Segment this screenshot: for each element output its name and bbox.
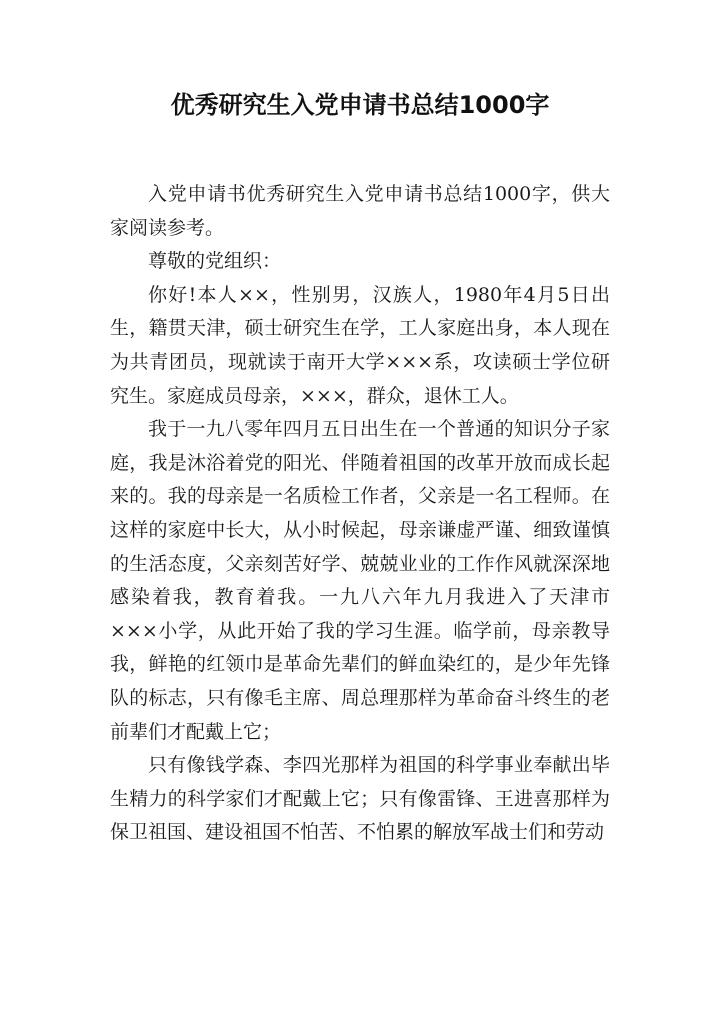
paragraph-salutation: 尊敬的党组织：	[148, 250, 282, 273]
paragraph-personal-info: 你好!本人××，性别男，汉族人，1980年4月5日出生，籍贯天津，硕士研究生在学，工人家庭出身，本人现在为共青团员，现就读于南开大学×××系，攻读硕士学位研究生。家庭成员母亲，×××，群众，退休工人。	[110, 283, 610, 407]
paragraph-role-models: 只有像钱学森、李四光那样为祖国的科学事业奉献出毕生精力的科学家们才配戴上它；只有像雷锋、王进喜那样为保卫祖国、建设祖国不怕苦、不怕累的解放军战士们和劳动	[110, 754, 610, 844]
paragraph-upbringing: 我于一九八零年四月五日出生在一个普通的知识分子家庭，我是沐浴着党的阳光、伴随着祖国的改革开放而成长起来的。我的母亲是一名质检工作者，父亲是一名工程师。在这样的家庭中长大，从小时候起，母亲谦虚严谨、细致谨慎的生活态度，父亲刻苦好学、兢兢业业的工作作风就深深地感染着我，教育着我。一九八六年九月我进入了天津市×××小学，从此开始了我的学习生涯。临学前，母亲教导我，鲜艳的红领巾是革命先辈们的鲜血染红的，是少年先锋队的标志，只有像毛主席、周总理那样为革命奋斗终生的老前辈们才配戴上它；	[110, 418, 610, 743]
paragraph-intro: 入党申请书优秀研究生入党申请书总结1000字，供大家阅读参考。	[110, 183, 610, 239]
document-title: 优秀研究生入党申请书总结1000字	[170, 91, 550, 119]
document-body	[110, 178, 610, 850]
